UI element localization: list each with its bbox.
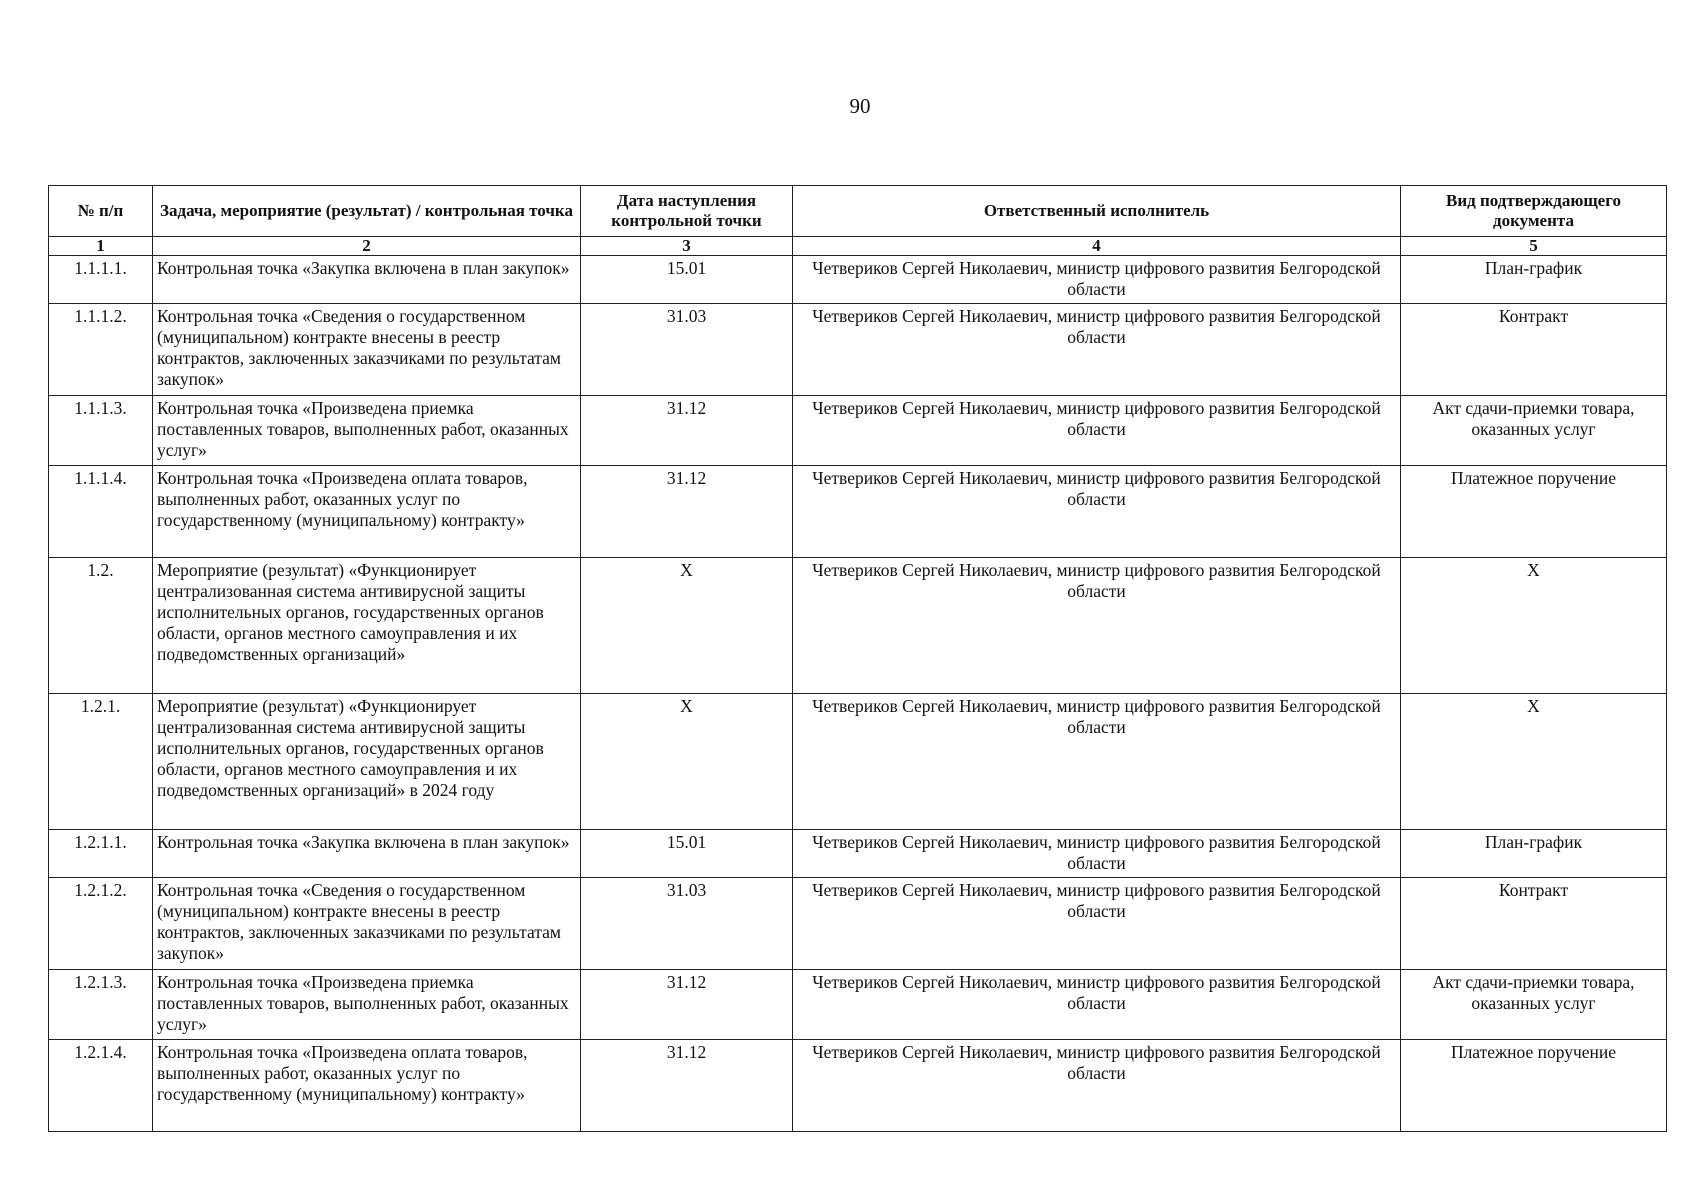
row-number: 1.1.1.1. <box>49 256 153 304</box>
row-date: 15.01 <box>581 830 793 878</box>
row-executor: Четвериков Сергей Николаевич, министр цифрового развития Белгородской области <box>793 256 1401 304</box>
row-document: Акт сдачи-приемки товара, оказанных услуг <box>1401 970 1667 1040</box>
column-number-row <box>49 237 1667 256</box>
row-task: Контрольная точка «Произведена оплата товаров, выполненных работ, оказанных услуг по государственному (муниципальному) контракту» <box>153 466 581 558</box>
row-executor: Четвериков Сергей Николаевич, министр цифрового развития Белгородской области <box>793 830 1401 878</box>
row-executor: Четвериков Сергей Николаевич, министр цифрового развития Белгородской области <box>793 878 1401 970</box>
row-number: 1.2.1.1. <box>49 830 153 878</box>
row-task: Контрольная точка «Закупка включена в план закупок» <box>153 830 581 878</box>
row-task: Контрольная точка «Сведения о государственном (муниципальном) контракте внесены в реестр контрактов, заключенных заказчиками по результатам закупок» <box>153 878 581 970</box>
header-executor: Ответственный исполнитель <box>793 186 1401 237</box>
row-document: Платежное поручение <box>1401 1040 1667 1132</box>
column-number-3: 3 <box>581 237 793 256</box>
row-number: 1.2.1.2. <box>49 878 153 970</box>
row-executor: Четвериков Сергей Николаевич, министр цифрового развития Белгородской области <box>793 396 1401 466</box>
row-number: 1.1.1.3. <box>49 396 153 466</box>
row-number: 1.1.1.2. <box>49 304 153 396</box>
row-date: X <box>581 694 793 830</box>
row-document: Контракт <box>1401 878 1667 970</box>
row-executor: Четвериков Сергей Николаевич, министр цифрового развития Белгородской области <box>793 466 1401 558</box>
table-row <box>49 970 1667 1040</box>
row-executor: Четвериков Сергей Николаевич, министр цифрового развития Белгородской области <box>793 1040 1401 1132</box>
row-executor: Четвериков Сергей Николаевич, министр цифрового развития Белгородской области <box>793 304 1401 396</box>
row-task: Контрольная точка «Сведения о государственном (муниципальном) контракте внесены в реестр контрактов, заключенных заказчиками по результатам закупок» <box>153 304 581 396</box>
row-number: 1.1.1.4. <box>49 466 153 558</box>
row-task: Мероприятие (результат) «Функционирует централизованная система антивирусной защиты исполнительных органов, государственных органов области, органов местного самоуправления и их подведомственных организаций» в 2024 году <box>153 694 581 830</box>
table-row <box>49 396 1667 466</box>
row-date: 31.03 <box>581 878 793 970</box>
row-task: Мероприятие (результат) «Функционирует централизованная система антивирусной защиты исполнительных органов, государственных органов области, органов местного самоуправления и их подведомственных организаций» <box>153 558 581 694</box>
row-date: 31.12 <box>581 1040 793 1132</box>
row-number: 1.2.1. <box>49 694 153 830</box>
row-task: Контрольная точка «Закупка включена в план закупок» <box>153 256 581 304</box>
table-row <box>49 256 1667 304</box>
table-row <box>49 466 1667 558</box>
table-row <box>49 878 1667 970</box>
header-date: Дата наступления контрольной точки <box>581 186 793 237</box>
page-number: 90 <box>849 94 871 118</box>
table-row <box>49 304 1667 396</box>
row-date: 31.12 <box>581 396 793 466</box>
row-executor: Четвериков Сергей Николаевич, министр цифрового развития Белгородской области <box>793 694 1401 830</box>
row-executor: Четвериков Сергей Николаевич, министр цифрового развития Белгородской области <box>793 970 1401 1040</box>
row-document: X <box>1401 558 1667 694</box>
row-number: 1.2. <box>49 558 153 694</box>
table-row <box>49 558 1667 694</box>
row-date: 15.01 <box>581 256 793 304</box>
column-number-1: 1 <box>49 237 153 256</box>
row-document: Контракт <box>1401 304 1667 396</box>
row-number: 1.2.1.3. <box>49 970 153 1040</box>
row-date: 31.12 <box>581 970 793 1040</box>
row-task: Контрольная точка «Произведена приемка поставленных товаров, выполненных работ, оказанных услуг» <box>153 396 581 466</box>
row-task: Контрольная точка «Произведена приемка поставленных товаров, выполненных работ, оказанных услуг» <box>153 970 581 1040</box>
row-document: Платежное поручение <box>1401 466 1667 558</box>
table-row <box>49 694 1667 830</box>
column-number-4: 4 <box>793 237 1401 256</box>
row-document: Акт сдачи-приемки товара, оказанных услуг <box>1401 396 1667 466</box>
column-number-2: 2 <box>153 237 581 256</box>
row-document: План-график <box>1401 830 1667 878</box>
row-date: X <box>581 558 793 694</box>
table-header-row <box>49 186 1667 237</box>
row-executor: Четвериков Сергей Николаевич, министр цифрового развития Белгородской области <box>793 558 1401 694</box>
row-document: X <box>1401 694 1667 830</box>
row-date: 31.03 <box>581 304 793 396</box>
control-points-table <box>48 185 1667 1132</box>
row-document: План-график <box>1401 256 1667 304</box>
header-document: Вид подтверждающего документа <box>1401 186 1667 237</box>
row-task: Контрольная точка «Произведена оплата товаров, выполненных работ, оказанных услуг по государственному (муниципальному) контракту» <box>153 1040 581 1132</box>
row-number: 1.2.1.4. <box>49 1040 153 1132</box>
header-number: № п/п <box>49 186 153 237</box>
column-number-5: 5 <box>1401 237 1667 256</box>
table-row <box>49 1040 1667 1132</box>
table-row <box>49 830 1667 878</box>
row-date: 31.12 <box>581 466 793 558</box>
header-task: Задача, мероприятие (результат) / контрольная точка <box>153 186 581 237</box>
